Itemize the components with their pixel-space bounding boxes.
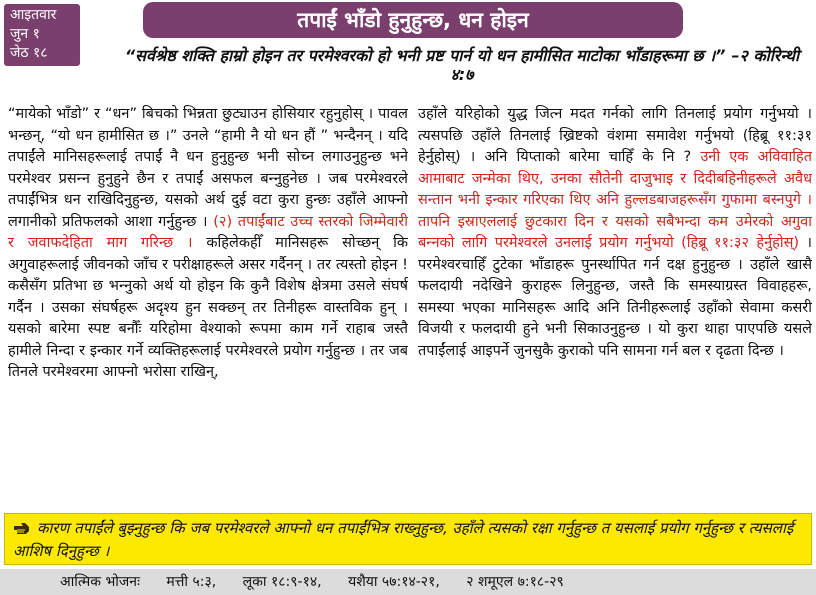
english-date: जुन १ <box>10 26 40 42</box>
point-number: (२) <box>213 213 233 230</box>
verse-reference: –२ कोरिन्थी ४:७ <box>450 46 800 84</box>
body-text: “मायेको भाँडो” र “धन” बिचको भिन्नता छुट्याउन होसियार रहुनुहोस् । पावल भन्छन्, “यो धन हामीसित छ ।” उनले “हामी नै यो धन हौं ” भन्दैनन् । यदि तपाईंले मानिसहरूलाई तपाईं नै धन हुनुहुन्छ भनी सोच्न लगाउनुहुन्छ भने परमेश्‍वर प्रसन्‍न हुनुहुने छैन र तपाईं असफल बन्‍नुहुनेछ । जब परमेश्‍वरले तपाईंभित्र धन राखिदिनुहुन्छ, यसको अर्थ दुई वटा कुरा हुन्छः उहाँले आफ्नो लगानीको प्रतिफलको आशा गर्नुहुन्छ । <box>8 106 408 230</box>
reading-item: यशैया ५७:१४-२१, <box>348 574 440 590</box>
body-text: । परमेश्‍वरचाहिँ टुटेका भाँडाहरू पुनर्स्थापित गर्न दक्ष हुनुहुन्छ । उहाँले खासै फलदायी नदेखिने कुराहरू लिनुहुन्छ, जस्तै कि समस्याग्रस्त विवाहहरू, समस्या भएका मानिसहरू आदि अनि तिनीहरूलाई उहाँको सेवामा कसरी विजयी र फलदायी हुने भनी सिकाउनुहुन्छ । यो कुरा थाहा पाएपछि यसले तपाईंलाई आइपर्ने जुनसुकै कुराको पनि सामना गर्न बल र दृढता दिन्छ । <box>418 235 812 359</box>
date-box <box>4 4 80 66</box>
reading-item: २ शमूएल ७:१८-२९ <box>466 574 564 590</box>
page-title: तपाईं भाँडो हुनुहुन्छ, धन होइन <box>297 8 529 32</box>
key-verse <box>112 46 812 102</box>
nepali-date: जेठ १८ <box>10 45 48 61</box>
highlighted-text: उनी एक अविवाहित आमाबाट जन्मेका थिए, उनका सौतेनी दाजुभाइ र दिदीबहिनीहरूले अवैध सन्तान भनी इन्कार गरिएका थिए अनि हुल्लडबाजहरूसँग गुफामा बस्‍नपुगे । तापनि इस्राएललाई छुटकारा दिन र यसको सबैभन्दा कम उमेरको अगुवा बन्‍नको लागि परमेश्‍वरले उनलाई प्रयोग गर्नुभयो (हिब्रू ११:३२ हेर्नुहोस्) <box>418 149 812 251</box>
body-text: कहिलेकहीँ मानिसहरू सोच्छन् कि अगुवाहरूलाई जीवनको जाँच र परीक्षाहरूले असर गर्दैनन् । तर त्यस्तो होइन ! कसैसँग प्रतिभा छ भन्‍नुको अर्थ यो होइन कि कुनै विशेष क्षेत्रमा उसले संघर्ष गर्दैन । उसका संघर्षहरू अदृश्य हुन सक्छन् तर तिनीहरू वास्तविक हुन् । यसको बारेमा स्पष्ट बनौँः यरिहोमा वेश्याको रूपमा काम गर्ने राहाब जस्तै हामीले निन्दा र इन्कार गर्ने व्यक्तिहरूलाई परमेश्‍वरले प्रयोग गर्नुहुन्छ । तर जब तिनले परमेश्‍वरमा आफ्नो भरोसा राखिन्, <box>8 235 408 380</box>
body-text: उहाँले यरिहोको युद्ध जित्न मदत गर्नको लागि तिनलाई प्रयोग गर्नुभयो । त्यसपछि उहाँले तिनलाई ख्रिष्टको वंशमा समावेश गर्नुभयो (हिब्रू ११:३१ हेर्नुहोस्) । अनि यिप्ताको बारेमा चाहिँ के नि ? <box>418 106 812 165</box>
takeaway-text: कारण तपाईंले बुझ्नुहुन्छ कि जब परमेश्‍वरले आफ्नो धन तपाईंभित्र राख्नुहुन्छ, उहाँले त्यसको रक्षा गर्नुहुन्छ त यसलाई प्रयोग गर्नुहुन्छ र त्यसलाई आशिष दिनुहुन्छ । <box>13 519 794 560</box>
highlighted-text: तपाईंबाट उच्च स्तरको जिम्मेवारी र जवाफदेहिता माग गरिन्छ । <box>8 213 408 251</box>
reading-label: आत्मिक भोजनः <box>60 574 140 590</box>
weekday: आइतवार <box>10 7 57 23</box>
verse-text: “सर्वश्रेष्ठ शक्ति हाम्रो होइन तर परमेश्‍वरको हो भनी प्रष्ट पार्न यो धन हामीसित माटोका भाँडाहरूमा छ ।” <box>124 46 726 65</box>
reading-item: मत्ती ५:३, <box>166 574 217 590</box>
takeaway-box <box>4 513 812 565</box>
reading-bar <box>0 569 816 595</box>
body-column-left <box>8 104 408 506</box>
pointing-hand-icon <box>13 519 31 533</box>
title-banner <box>143 2 683 38</box>
reading-item: लूका १८:९-१४, <box>242 574 322 590</box>
body-column-right <box>418 104 812 506</box>
